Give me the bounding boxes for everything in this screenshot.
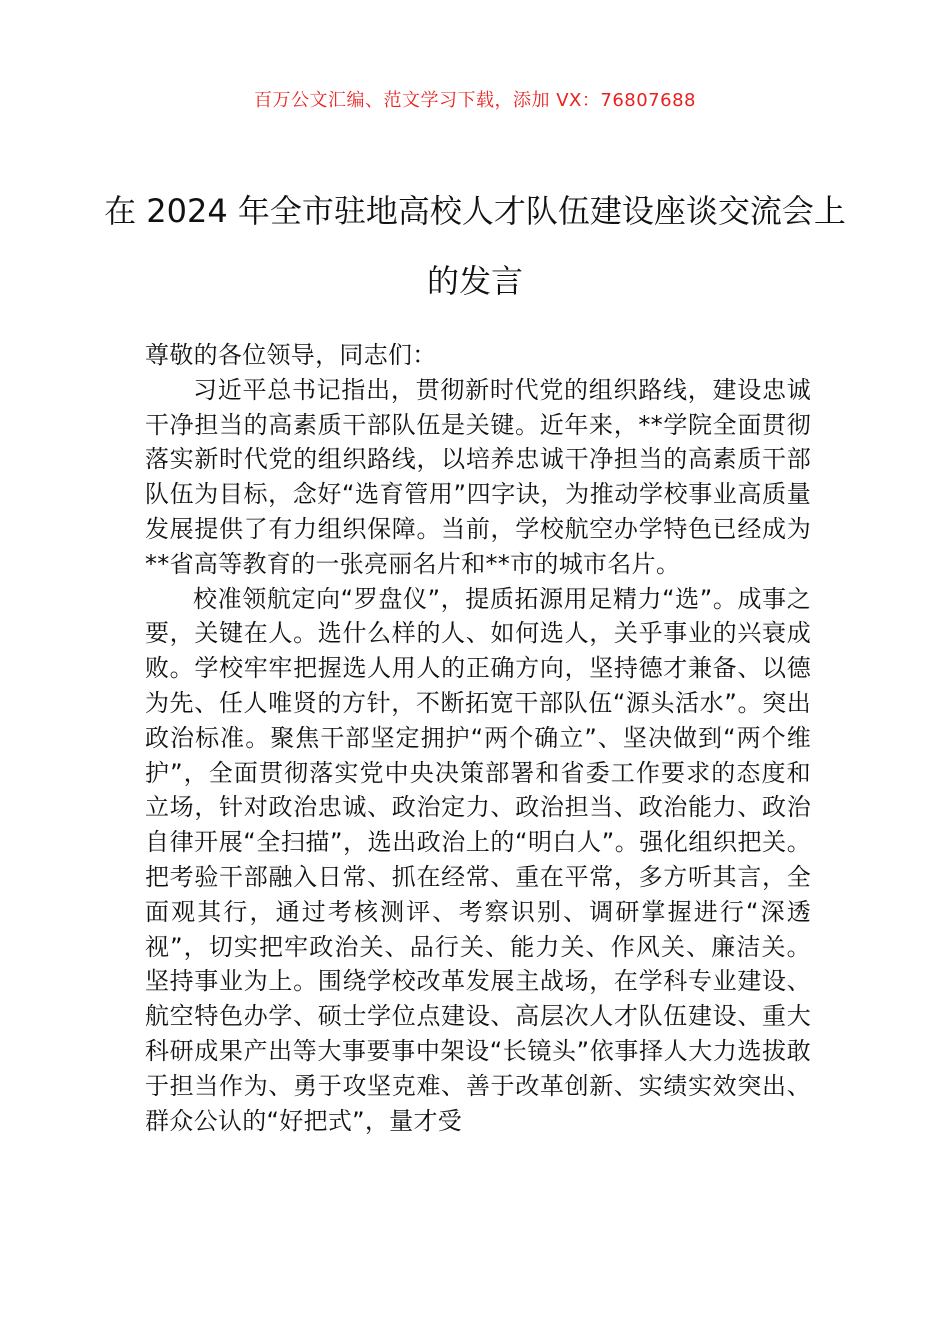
salutation: 尊敬的各位领导，同志们： <box>145 341 437 369</box>
document-title: 在 2024 年全市驻地高校人才队伍建设座谈交流会上的发言 <box>104 192 846 300</box>
header-watermark-note: 百万公文汇编、范文学习下载，添加 VX：76807688 <box>254 90 696 111</box>
body-paragraph-1: 习近平总书记指出，贯彻新时代党的组织路线，建设忠诚干净担当的高素质干部队伍是关键。近年来，**学院全面贯彻落实新时代党的组织路线，以培养忠诚干净担当的高素质干部队伍为目标，念好“选育管用”四字诀，为推动学校事业高质量发展提供了有力组织保障。当前，学校航空办学特色已经成为**省高等教育的一张亮丽名片和**市的城市名片。 <box>145 375 811 578</box>
document-body <box>145 338 811 1138</box>
body-paragraph-2: 校准领航定向“罗盘仪”，提质拓源用足精力“选”。成事之要，关键在人。选什么样的人、如何选人，关乎事业的兴衰成败。学校牢牢把握选人用人的正确方向，坚持德才兼备、以德为先、任人唯贤的方针，不断拓宽干部队伍“源头活水”。突出政治标准。聚焦干部坚定拥护“两个确立”、坚决做到“两个维护”，全面贯彻落实党中央决策部署和省委工作要求的态度和立场，针对政治忠诚、政治定力、政治担当、政治能力、政治自律开展“全扫描”，选出政治上的“明白人”。强化组织把关。把考验干部融入日常、抓在经常、重在平常，多方听其言，全面观其行，通过考核测评、考察识别、调研掌握进行“深透视”，切实把牢政治关、品行关、能力关、作风关、廉洁关。坚持事业为上。围绕学校改革发展主战场，在学科专业建设、航空特色办学、硕士学位点建设、高层次人才队伍建设、重大科研成果产出等大事要事中架设“长镜头”依事择人大力选拔敢于担当作为、勇于攻坚克难、善于改革创新、实绩实效突出、群众公认的“好把式”，量才受 <box>145 584 811 1135</box>
